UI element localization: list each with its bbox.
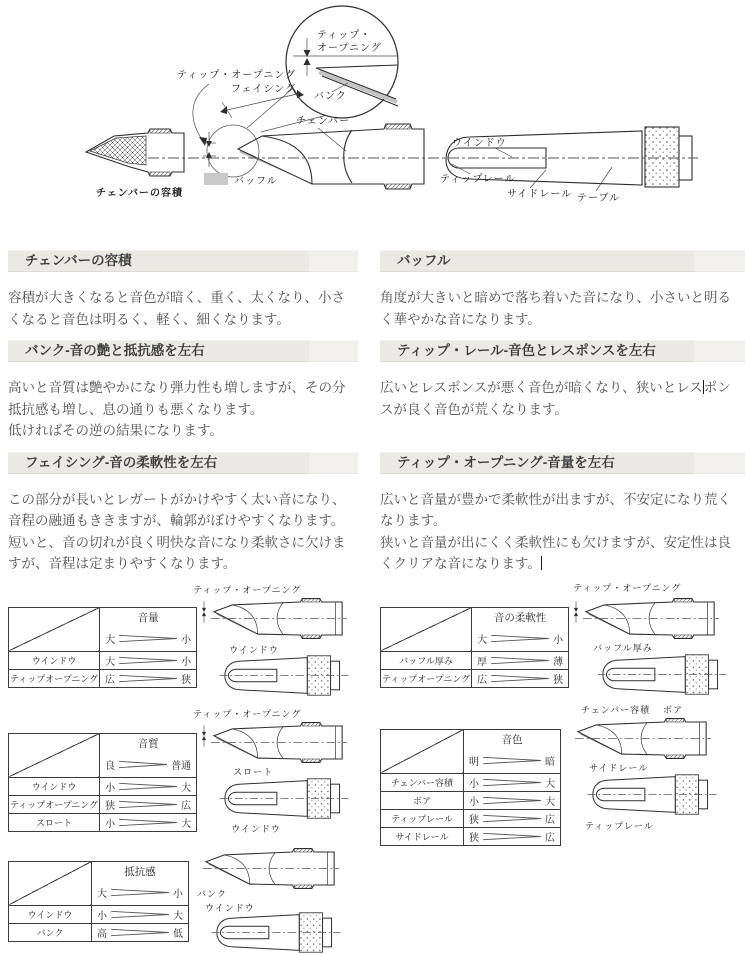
table-corner-diagonal [381,729,464,773]
figure-label-top: ティップ・オープニング [193,584,302,595]
mouthpiece-figure [573,582,745,699]
paragraph-text: 広いとレスポンスが悪く音色が暗くなり、狭いとレス [380,380,703,395]
value-right: 低 [173,928,183,940]
mouthpiece-figure [195,847,358,952]
mouthpiece-side-view [211,597,347,640]
table-volume [8,607,197,688]
value-left: 広 [105,674,116,686]
section-title: チェンバーの容積 [25,253,132,268]
value-right: 広 [545,832,555,844]
paragraph-text: この部分が長いとレガートがかけやすく太い音になり、音程の融通もききますが、輪郭がぼけやすくなります。 [8,491,346,528]
mouthpiece-figure [193,708,358,837]
figure-label-top: ティップ・オープニング [573,582,682,593]
wedge-icon [118,800,178,809]
table-title: 音量 [100,607,197,627]
wedge-icon [490,634,550,643]
row-values [100,669,197,687]
section-tip-rail [380,340,745,452]
figure-label-window: ウインドウ [231,823,281,834]
row-label: ティップオープニング [9,795,100,813]
row-values [472,651,569,669]
table-title: 音の柔軟性 [472,607,569,627]
value-left: 小 [469,778,479,790]
wedge-icon [118,760,168,769]
section-title: バッフル [397,253,451,268]
tables-column-right [380,582,745,952]
section-tip-opening [380,452,745,585]
bank-label: バンク [314,91,347,102]
row-values [464,809,561,827]
section-heading [8,250,358,272]
table-scale-row [100,753,197,778]
wedge-icon [482,814,542,823]
wedge-icon [482,796,542,805]
paragraph-text: 狭いと音量が出にくく柔軟性にも欠けますが、安定性は良くクリアな音になります。 [380,534,731,571]
mouthpiece-bottom-view [587,773,717,816]
scale-right: 小 [173,889,183,900]
tip-magnifier-detail [286,6,398,118]
paragraph-text: 低ければその逆の結果になります。 [8,423,223,438]
tip-opening-label: ティップ・オープニング [177,70,296,81]
value-right: 狭 [181,674,192,686]
comparison-tables-area [0,582,745,952]
wedge-icon [482,832,542,841]
table-quality [8,733,197,832]
mouthpiece-bottom-view [211,911,341,954]
section-paragraph [380,377,735,420]
row-values [100,795,197,813]
scale-left: 大 [97,889,107,900]
row-label: ボア [381,791,464,809]
table-label: テーブル [577,193,621,204]
section-paragraph: 角度が大きいと暗めで落ち着いた音になり、小さいと明るく華やかな音になります。 [380,290,731,327]
section-paragraph [8,489,348,575]
table-scale-row [92,881,189,906]
scale-right: 小 [553,635,564,646]
value-left: 狭 [469,814,479,826]
section-title: フェイシング-音の柔軟性を左右 [25,454,218,470]
value-left: 小 [469,796,479,808]
mouthpiece-figure [567,704,745,835]
window-label: ウインドウ [452,138,507,149]
row-values [472,669,569,687]
table-title: 抵抗感 [92,861,189,881]
row-label: ティップオープニング [381,669,472,687]
value-right: 大 [545,778,555,790]
figure-label-bank: バンク [197,888,227,899]
anatomy-diagram-svg [0,0,745,242]
wedge-icon [482,756,542,765]
side-rail-label: サイドレール [507,189,573,200]
wedge-icon [482,778,542,787]
wedge-icon [110,888,170,897]
scale-right: 暗 [545,757,555,768]
mouthpiece-side-view [575,717,711,760]
paragraph-text: ポンスが良く音色が荒くなります。 [380,380,731,417]
scale-left: 良 [105,761,116,772]
scale-left: 大 [105,635,116,646]
bottom-view-drawing [440,127,692,204]
wedge-icon [110,928,170,937]
table-scale-row [100,627,197,652]
magnifier-tip-opening-label-line2: オープニング [317,43,382,54]
group-quality [8,708,358,837]
section-heading [380,452,745,474]
row-label: ウインドウ [9,777,100,795]
mouthpiece-side-view [211,721,347,764]
row-values [92,905,189,923]
figure-label-baffle-thickness: バッフル厚み [593,642,653,653]
table-title: 音色 [464,729,561,749]
wedge-icon [118,782,178,791]
chamber-volume-drawing [86,129,184,199]
value-right: 小 [181,656,192,668]
row-values [464,791,561,809]
row-values [92,923,189,941]
value-left: 広 [477,674,488,686]
value-left: 大 [105,656,116,668]
section-baffle [380,250,745,340]
wedge-icon [490,674,550,683]
dimension-arrow-icon [199,725,209,747]
wedge-icon [118,674,178,683]
row-values [464,773,561,791]
section-paragraph: 容積が大きくなると音色が暗く、重く、太くなり、小さくなると音色は明るく、軽く、細くなります。 [8,290,345,327]
value-right: 大 [181,818,192,830]
table-scale-row [472,627,569,652]
wedge-icon [118,634,178,643]
dimension-arrow-icon [571,601,581,623]
mouthpiece-side-view [583,597,719,640]
dimension-arrow-icon [199,601,209,623]
section-heading [8,340,358,362]
paragraph-text: 高いと音質は艶やかになり弾力性も増しますが、その分抵抗感も増し、息の通りも悪くなります。 [8,380,346,417]
baffle-label: バッフル [234,176,278,187]
section-heading [8,452,358,474]
figure-label-side-rail: サイドレール [589,762,649,773]
tables-column-left [8,584,358,952]
value-left: 狭 [469,832,479,844]
scale-right: 小 [181,635,192,646]
row-values [100,777,197,795]
section-heading [380,340,745,362]
row-values [100,651,197,669]
mouthpiece-bottom-view [219,654,349,697]
table-color [380,729,561,846]
figure-label-chamber-volume: チェンバー容積 [581,704,651,715]
row-label: スロート [9,813,100,831]
group-resistance [8,847,358,952]
group-color [380,704,745,846]
row-label: ウインドウ [9,651,100,669]
table-corner-diagonal [381,607,472,651]
row-label: ウインドウ [9,905,92,923]
scale-left: 明 [469,757,479,768]
chamber-volume-label: チェンバーの容積 [96,188,183,199]
section-title: バンク-音の艶と抵抗感を左右 [25,343,205,358]
wedge-icon [118,818,178,827]
figure-label-top: ティップ・オープニング [193,708,302,719]
magnifier-tip-opening-label-line1: ティップ・ [317,30,372,41]
mouthpiece-anatomy-diagram [0,0,745,242]
paragraph-text: 短いと、音の切れが良く明快な音になり柔軟さに欠けますが、音程は定まりやすくなります。 [8,534,346,571]
row-values [100,813,197,831]
scale-left: 大 [477,635,488,646]
table-flexibility [380,607,569,688]
row-label: サイドレール [381,827,464,845]
baffle-swatch [204,173,228,185]
value-left: 狭 [105,800,116,812]
value-left: 厚 [477,656,488,668]
value-left: 小 [97,910,107,922]
section-title: ティップ・レール-音色とレスポンスを左右 [397,343,656,358]
row-label: チェンバー容積 [381,773,464,791]
wedge-icon [110,910,170,919]
section-bank [8,340,358,452]
row-values [464,827,561,845]
wedge-icon [118,656,178,665]
section-facing [8,452,358,585]
section-paragraph [380,489,735,575]
wedge-icon [490,656,550,665]
value-left: 高 [97,928,107,940]
table-corner-diagonal [9,861,92,905]
figure-label-tip-rail: ティップレール [585,820,654,831]
scale-right: 普通 [171,761,192,772]
table-scale-row [464,749,561,774]
chamber-label: チェンバー [296,116,350,127]
value-right: 薄 [553,656,564,668]
row-label: バッフル厚み [381,651,472,669]
section-title: ティップ・オープニング-音量を左右 [397,454,615,470]
mouthpiece-bottom-view [219,777,349,820]
value-right: 広 [545,814,555,826]
figure-label-throat: スロート [233,766,274,777]
group-flexibility [380,582,745,699]
section-heading [380,250,745,272]
value-right: 狭 [553,674,564,686]
mouthpiece-side-view [203,847,339,890]
group-volume [8,584,358,697]
figure-label-bore: ボア [663,704,684,715]
value-right: 大 [181,782,192,794]
text-cursor [541,556,542,570]
value-right: 広 [181,800,192,812]
value-right: 大 [173,910,183,922]
tip-rail-label: ティップレール [440,174,516,185]
value-left: 小 [105,818,116,830]
description-sections [0,250,745,585]
table-corner-diagonal [9,733,100,777]
row-label: ティップオープニング [9,669,100,687]
row-label: ティップレール [381,809,464,827]
section-chamber-volume [8,250,358,340]
figure-label-window: ウインドウ [205,902,255,913]
table-resistance [8,861,189,942]
figure-label-window: ウインドウ [229,644,279,655]
table-title: 音質 [100,733,197,753]
mouthpiece-figure [193,584,358,697]
mouthpiece-bottom-view [597,653,727,696]
table-corner-diagonal [9,607,100,651]
paragraph-text: 広いと音量が豊かで柔軟性が出ますが、不安定になり荒くなります。 [380,491,731,528]
section-paragraph [8,377,348,442]
facing-label: フェイシング [231,84,297,95]
row-label: バンク [9,923,92,941]
value-right: 大 [545,796,555,808]
value-left: 小 [105,782,116,794]
